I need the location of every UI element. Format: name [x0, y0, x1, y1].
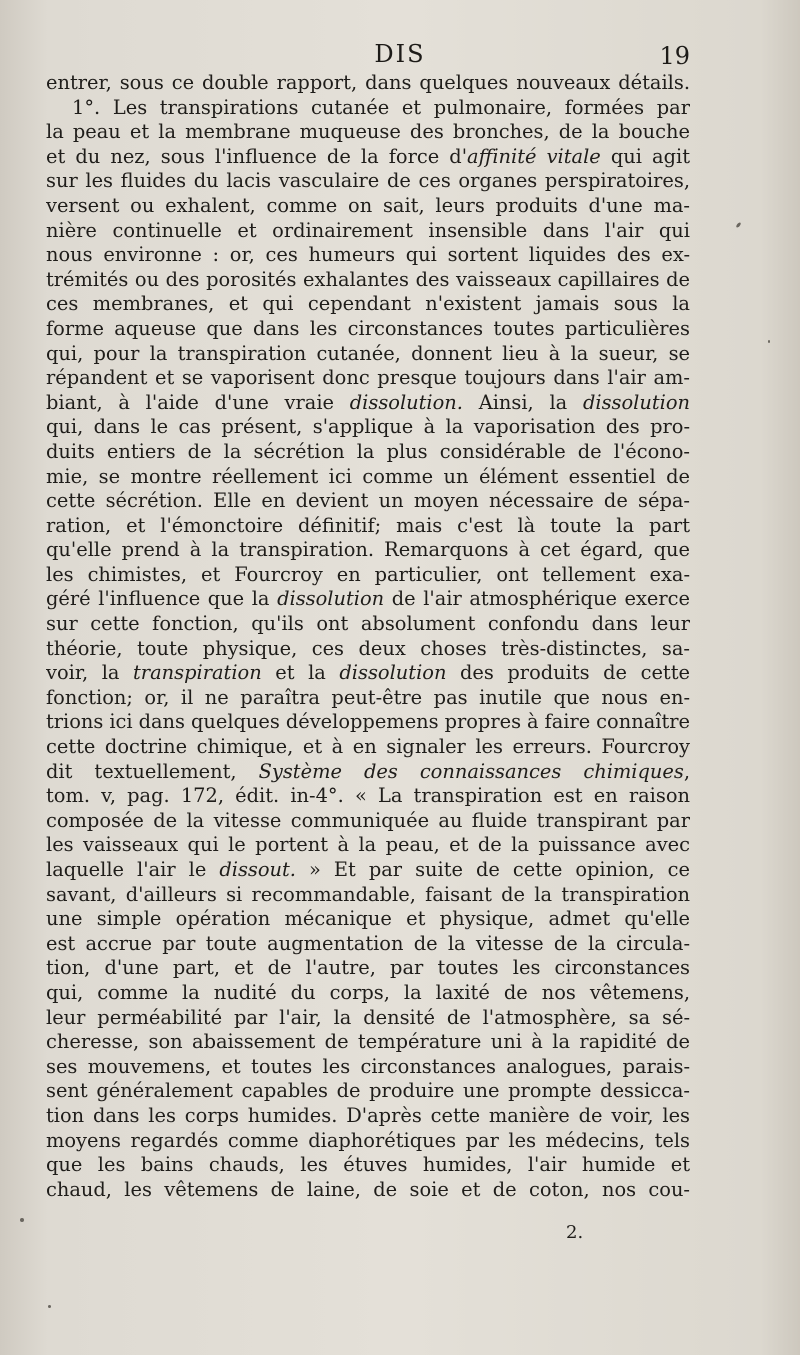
text-run: qui agit	[600, 144, 690, 168]
text-line: savant, d'ailleurs si recommandable, faisant de la transpiration	[46, 882, 690, 906]
text-line	[46, 391, 690, 416]
text-line: sur les fluides du lacis vasculaire de ces organes perspiratoires,	[46, 169, 690, 193]
text-line: 1°. Les transpirations cutanée et pulmonaire, formées par	[72, 95, 690, 119]
ink-speck	[735, 222, 741, 229]
text-run: de l'air atmosphérique exerce	[384, 587, 690, 611]
text-line: moyens regardés comme diaphorétiques par les médecins, tels	[46, 1128, 690, 1152]
text-line: tom. v, pag. 172, édit. in-4°. « La transpiration est en raison	[46, 784, 690, 808]
text-line: ration, et l'émonctoire définitif; mais c'est là toute la part	[46, 513, 690, 537]
text-line: est accrue par toute augmentation de la vitesse de la circula-	[46, 931, 690, 955]
text-line	[46, 661, 690, 686]
italic-text: Système des connaissances chimiques	[258, 759, 684, 783]
italic-text: transpiration	[133, 661, 262, 685]
text-line: nous environne : or, ces humeurs qui sortent liquides des ex-	[46, 243, 690, 267]
text-line: duits entiers de la sécrétion la plus considérable de l'écono-	[46, 439, 690, 463]
text-line: leur perméabilité par l'air, la densité de l'atmosphère, sa sé-	[46, 1005, 690, 1029]
italic-text: dissolution	[582, 390, 690, 414]
text-line	[46, 145, 690, 170]
italic-text: dissolution	[339, 661, 447, 685]
page-number: 19	[659, 42, 690, 70]
running-head-title: DIS	[374, 40, 426, 68]
text-run: dit textuellement,	[46, 759, 259, 783]
ink-speck	[20, 1218, 24, 1222]
text-line: qui, comme la nudité du corps, la laxité de nos vêtemens,	[46, 980, 690, 1004]
text-line: tion dans les corps humides. D'après cette manière de voir, les	[46, 1103, 690, 1127]
running-head	[0, 40, 800, 70]
ink-speck	[768, 340, 770, 343]
text-run: laquelle l'air le	[46, 858, 220, 881]
text-line: nière continuelle et ordinairement insensible dans l'air qui	[46, 218, 690, 242]
text-line: tion, d'une part, et de l'autre, par toutes les circonstances	[46, 956, 690, 980]
text-line	[46, 760, 690, 785]
text-line: forme aqueuse que dans les circonstances toutes particulières	[46, 316, 690, 340]
text-line: les chimistes, et Fourcroy en particulier, ont tellement exa-	[46, 562, 690, 586]
text-run: Ainsi, la	[462, 390, 583, 414]
text-line: sur cette fonction, qu'ils ont absolument confondu dans leur	[46, 612, 690, 636]
text-run: ,	[683, 759, 690, 783]
text-line: versent ou exhalent, comme on sait, leurs produits d'une ma-	[46, 193, 690, 217]
text-line: que les bains chauds, les étuves humides, l'air humide et	[46, 1153, 690, 1177]
text-run: et la	[261, 661, 340, 685]
text-line: sent généralement capables de produire une prompte dessicca-	[46, 1079, 690, 1103]
text-line: composée de la vitesse communiquée au fluide transpirant par	[46, 808, 690, 832]
body-text	[46, 71, 690, 1202]
italic-text: dissout.	[219, 858, 296, 881]
text-line: qui, pour la transpiration cutanée, donnent lieu à la sueur, se	[46, 341, 690, 365]
text-line: trions ici dans quelques développemens propres à faire connaître	[46, 710, 690, 734]
text-line: chaud, les vêtemens de laine, de soie et de coton, nos cou-	[46, 1177, 690, 1201]
text-line: entrer, sous ce double rapport, dans quelques nouveaux détails.	[46, 71, 690, 94]
text-run: et du nez, sous l'influence de la force d'	[46, 144, 468, 168]
text-line: les vaisseaux qui le portent à la peau, et de la puissance avec	[46, 833, 690, 857]
italic-text: dissolution.	[349, 390, 463, 414]
text-run: » Et par suite de cette opinion, ce	[295, 858, 690, 881]
text-line: cette doctrine chimique, et à en signaler les erreurs. Fourcroy	[46, 735, 690, 759]
text-run: des produits de cette	[446, 661, 690, 685]
text-line	[46, 858, 690, 883]
text-line: qu'elle prend à la transpiration. Remarquons à cet égard, que	[46, 538, 690, 562]
text-line: qui, dans le cas présent, s'applique à la vaporisation des pro-	[46, 415, 690, 439]
text-line	[46, 587, 690, 612]
text-line: fonction; or, il ne paraîtra peut-être pas inutile que nous en-	[46, 685, 690, 709]
text-line: la peau et la membrane muqueuse des bronches, de la bouche	[46, 120, 690, 144]
ink-speck	[48, 1305, 51, 1308]
text-line: ses mouvemens, et toutes les circonstances analogues, parais-	[46, 1054, 690, 1078]
text-line: théorie, toute physique, ces deux choses très-distinctes, sa-	[46, 636, 690, 660]
text-line: trémités ou des porosités exhalantes des vaisseaux capillaires de	[46, 267, 690, 291]
text-line: ces membranes, et qui cependant n'existent jamais sous la	[46, 292, 690, 316]
signature-mark: 2.	[566, 1222, 584, 1243]
text-line: cette sécrétion. Elle en devient un moyen nécessaire de sépa-	[46, 489, 690, 513]
italic-text: affinité vitale	[467, 144, 601, 168]
text-run: voir, la	[46, 661, 134, 685]
text-line: une simple opération mécanique et physique, admet qu'elle	[46, 907, 690, 931]
text-run: géré l'influence que la	[46, 587, 278, 611]
italic-text: dissolution	[277, 587, 385, 611]
text-line: répandent et se vaporisent donc presque toujours dans l'air am-	[46, 366, 690, 390]
text-run: biant, à l'aide d'une vraie	[46, 390, 350, 414]
text-line: mie, se montre réellement ici comme un élément essentiel de	[46, 464, 690, 488]
text-line: cheresse, son abaissement de température uni à la rapidité de	[46, 1030, 690, 1054]
